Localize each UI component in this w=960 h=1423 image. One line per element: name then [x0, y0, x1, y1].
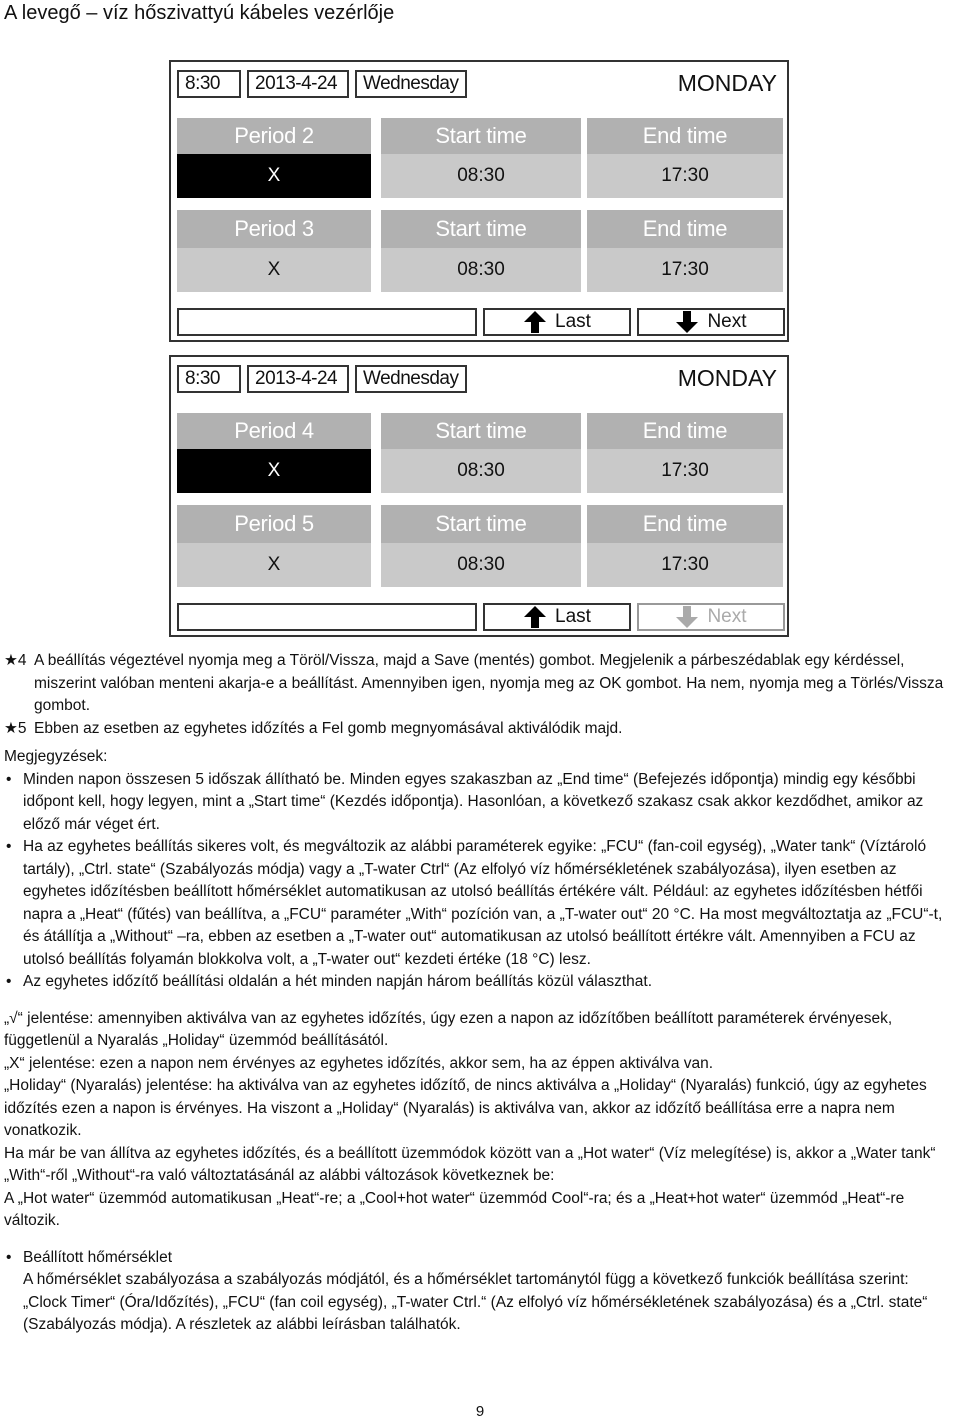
end-time-label: End time — [587, 505, 783, 543]
page-number: 9 — [475, 1403, 485, 1420]
end-time-value[interactable]: 17:30 — [587, 248, 783, 292]
end-time-label: End time — [587, 413, 783, 449]
next-button — [637, 603, 785, 631]
end-time-value[interactable]: 17:30 — [587, 154, 783, 198]
start-time-label: Start time — [381, 118, 581, 154]
arrow-up-icon — [523, 605, 547, 629]
arrow-down-icon — [675, 605, 699, 629]
period-enable-toggle[interactable]: X — [177, 154, 371, 198]
step-marker: ★4 — [4, 652, 27, 669]
day-heading: MONDAY — [677, 365, 777, 391]
empty-slot — [177, 603, 477, 631]
document-title: A levegő – víz hőszivattyú kábeles vezérlője — [4, 2, 395, 24]
step-marker: ★5 — [4, 719, 27, 737]
period-label: Period 4 — [177, 413, 371, 449]
end-time-label: End time — [587, 210, 783, 248]
end-time-value[interactable]: 17:30 — [587, 449, 783, 493]
arrow-down-icon — [675, 310, 699, 334]
controller-screen-1 — [169, 60, 789, 342]
paragraph: Ha már be van állítva az egyhetes időzítés, és a beállított üzemmódok között van a „Hot water“ (Víz melegítése) is, akkor a „Water tank“ „With“-ről „Without“-ra való változtatásánál az alábbi változások következnek be: — [4, 1144, 936, 1184]
start-time-value[interactable]: 08:30 — [381, 543, 581, 587]
controller-screen-2 — [169, 355, 789, 637]
end-time-value[interactable]: 17:30 — [587, 543, 783, 587]
navigation-bar — [171, 304, 787, 340]
next-button-label: Next — [707, 311, 747, 332]
remarks-heading: Megjegyzések: — [4, 748, 108, 765]
empty-slot — [177, 308, 477, 336]
last-button-label: Last — [555, 606, 591, 627]
date-display: 2013-4-24 — [247, 365, 349, 393]
step-text: A beállítás végeztével nyomja meg a Töröl/Vissza, majd a Save (mentés) gombot. Megjelenik a párbeszédablak egy kérdéssel, miszerint valóban menteni akarja-e a beállítást. Amennyiben igen, nyomja meg az OK gombot. Ha nem, nyomja meg a Törlés/Vissza gombot. — [34, 652, 944, 714]
notes-section — [4, 650, 956, 1337]
temperature-item-title: • Beállított hőmérséklet — [4, 1247, 956, 1270]
start-time-value[interactable]: 08:30 — [381, 248, 581, 292]
start-time-label: Start time — [381, 413, 581, 449]
remark-item: • Ha az egyhetes beállítás sikeres volt, és megváltozik az alábbi paraméterek egyike: „FCU“ (fan-coil egység), „Water tank“ (Víztároló tartály), „Ctrl. state“ (Szabályozás módja) vagy a „T-water Ctrl“ (Az elfolyó víz hőmérsékletének szabályozása), ilyen esetben az egyhetes időzítésben beállított hőmérséklet automatikusan az utolsó beállítás értékére vált. Például: az egyhetes időzítésben hétfői napra a „Heat“ (fűtés) van beállítva, a „FCU“ paraméter „With“ pozíción van, a „T-water out“ 20 °C. Ha most megváltoztatja az „FCU“-t, és átállítja a „Without“ –ra, ebben az esetben a „T-water out“ automatikusan az utolsó beállított értékre vált. Amennyiben a FCU az utolsó beállítás folyamán blokkolva volt, a „T-water out“ kezdeti értéke (18 °C) lesz. — [4, 836, 956, 971]
period-label: Period 3 — [177, 210, 371, 248]
paragraph: „Holiday“ (Nyaralás) jelentése: ha aktiválva van az egyhetes időzítő, de nincs aktiválva a „Holiday“ (Nyaralás) funkció, úgy az egyhetes időzítés ezen a napon is érvényes. Ha viszont a „Holiday“ (Nyaralás) is aktiválva van, akkor az időzítő beállítása erre a napra nem vonatkozik. — [4, 1077, 927, 1139]
next-button-label: Next — [707, 606, 747, 627]
step-text: Ebben az esetben az egyhetes időzítés a Fel gomb megnyomásával aktiválódik majd. — [34, 719, 623, 737]
start-time-label: Start time — [381, 210, 581, 248]
remark-item: • Az egyhetes időzítő beállítási oldalán a hét minden napján három beállítás közül választhat. — [4, 971, 956, 994]
arrow-up-icon — [523, 310, 547, 334]
period-label: Period 2 — [177, 118, 371, 154]
start-time-value[interactable]: 08:30 — [381, 154, 581, 198]
weekday-display: Wednesday — [355, 70, 467, 98]
period-label: Period 5 — [177, 505, 371, 543]
paragraph: „X“ jelentése: ezen a napon nem érvényes az egyhetes időzítés, akkor sem, ha az éppen aktiválva van. — [4, 1054, 714, 1072]
start-time-label: Start time — [381, 505, 581, 543]
end-time-label: End time — [587, 118, 783, 154]
step-item — [4, 650, 956, 718]
weekday-display: Wednesday — [355, 365, 467, 393]
clock-display: 8:30 — [177, 70, 241, 98]
next-button[interactable] — [637, 308, 785, 336]
navigation-bar — [171, 599, 787, 635]
last-button-label: Last — [555, 311, 591, 332]
paragraph: A „Hot water“ üzemmód automatikusan „Heat“-re; a „Cool+hot water“ üzemmód Cool“-ra; és a „Heat+hot water“ üzemmód „Heat“-re változik. — [4, 1189, 905, 1229]
status-bar — [171, 357, 787, 401]
period-enable-toggle[interactable]: X — [177, 248, 371, 292]
period-enable-toggle[interactable]: X — [177, 449, 371, 493]
date-display: 2013-4-24 — [247, 70, 349, 98]
last-button[interactable] — [483, 308, 631, 336]
step-item — [4, 718, 956, 741]
remark-item: • Minden napon összesen 5 időszak állítható be. Minden egyes szakaszban az „End time“ (Befejezés időpontja) mindig egy későbbi időpont kell, hogy legyen, mint a „Start time“ (Kezdés időpontja). Hasonlóan, a következő szakasz csak akkor kezdődhet, amikor az előző már véget ért. — [4, 769, 956, 837]
period-enable-toggle[interactable]: X — [177, 543, 371, 587]
day-heading: MONDAY — [677, 70, 777, 96]
status-bar — [171, 62, 787, 106]
paragraph: „√“ jelentése: amennyiben aktiválva van az egyhetes időzítés, úgy ezen a napon az időzítőben beállított paraméterek érvényesek, függetlenül a Nyaralás „Holiday“ üzemmód beállításától. — [4, 1009, 893, 1049]
last-button[interactable] — [483, 603, 631, 631]
clock-display: 8:30 — [177, 365, 241, 393]
start-time-value[interactable]: 08:30 — [381, 449, 581, 493]
temperature-item-text: A hőmérséklet szabályozása a szabályozás módjától, és a hőmérséklet tartománytól függ a következő funkciók beállítása szerint: „Clock Timer“ (Óra/Időzítés), „FCU“ (fan coil egység), „T-water Ctrl.“ (Az elfolyó víz hőmérsékletének szabályozása) és a „Ctrl. state“ (Szabályozás módja). A részletek az alábbi leírásban találhatók. — [23, 1271, 928, 1333]
